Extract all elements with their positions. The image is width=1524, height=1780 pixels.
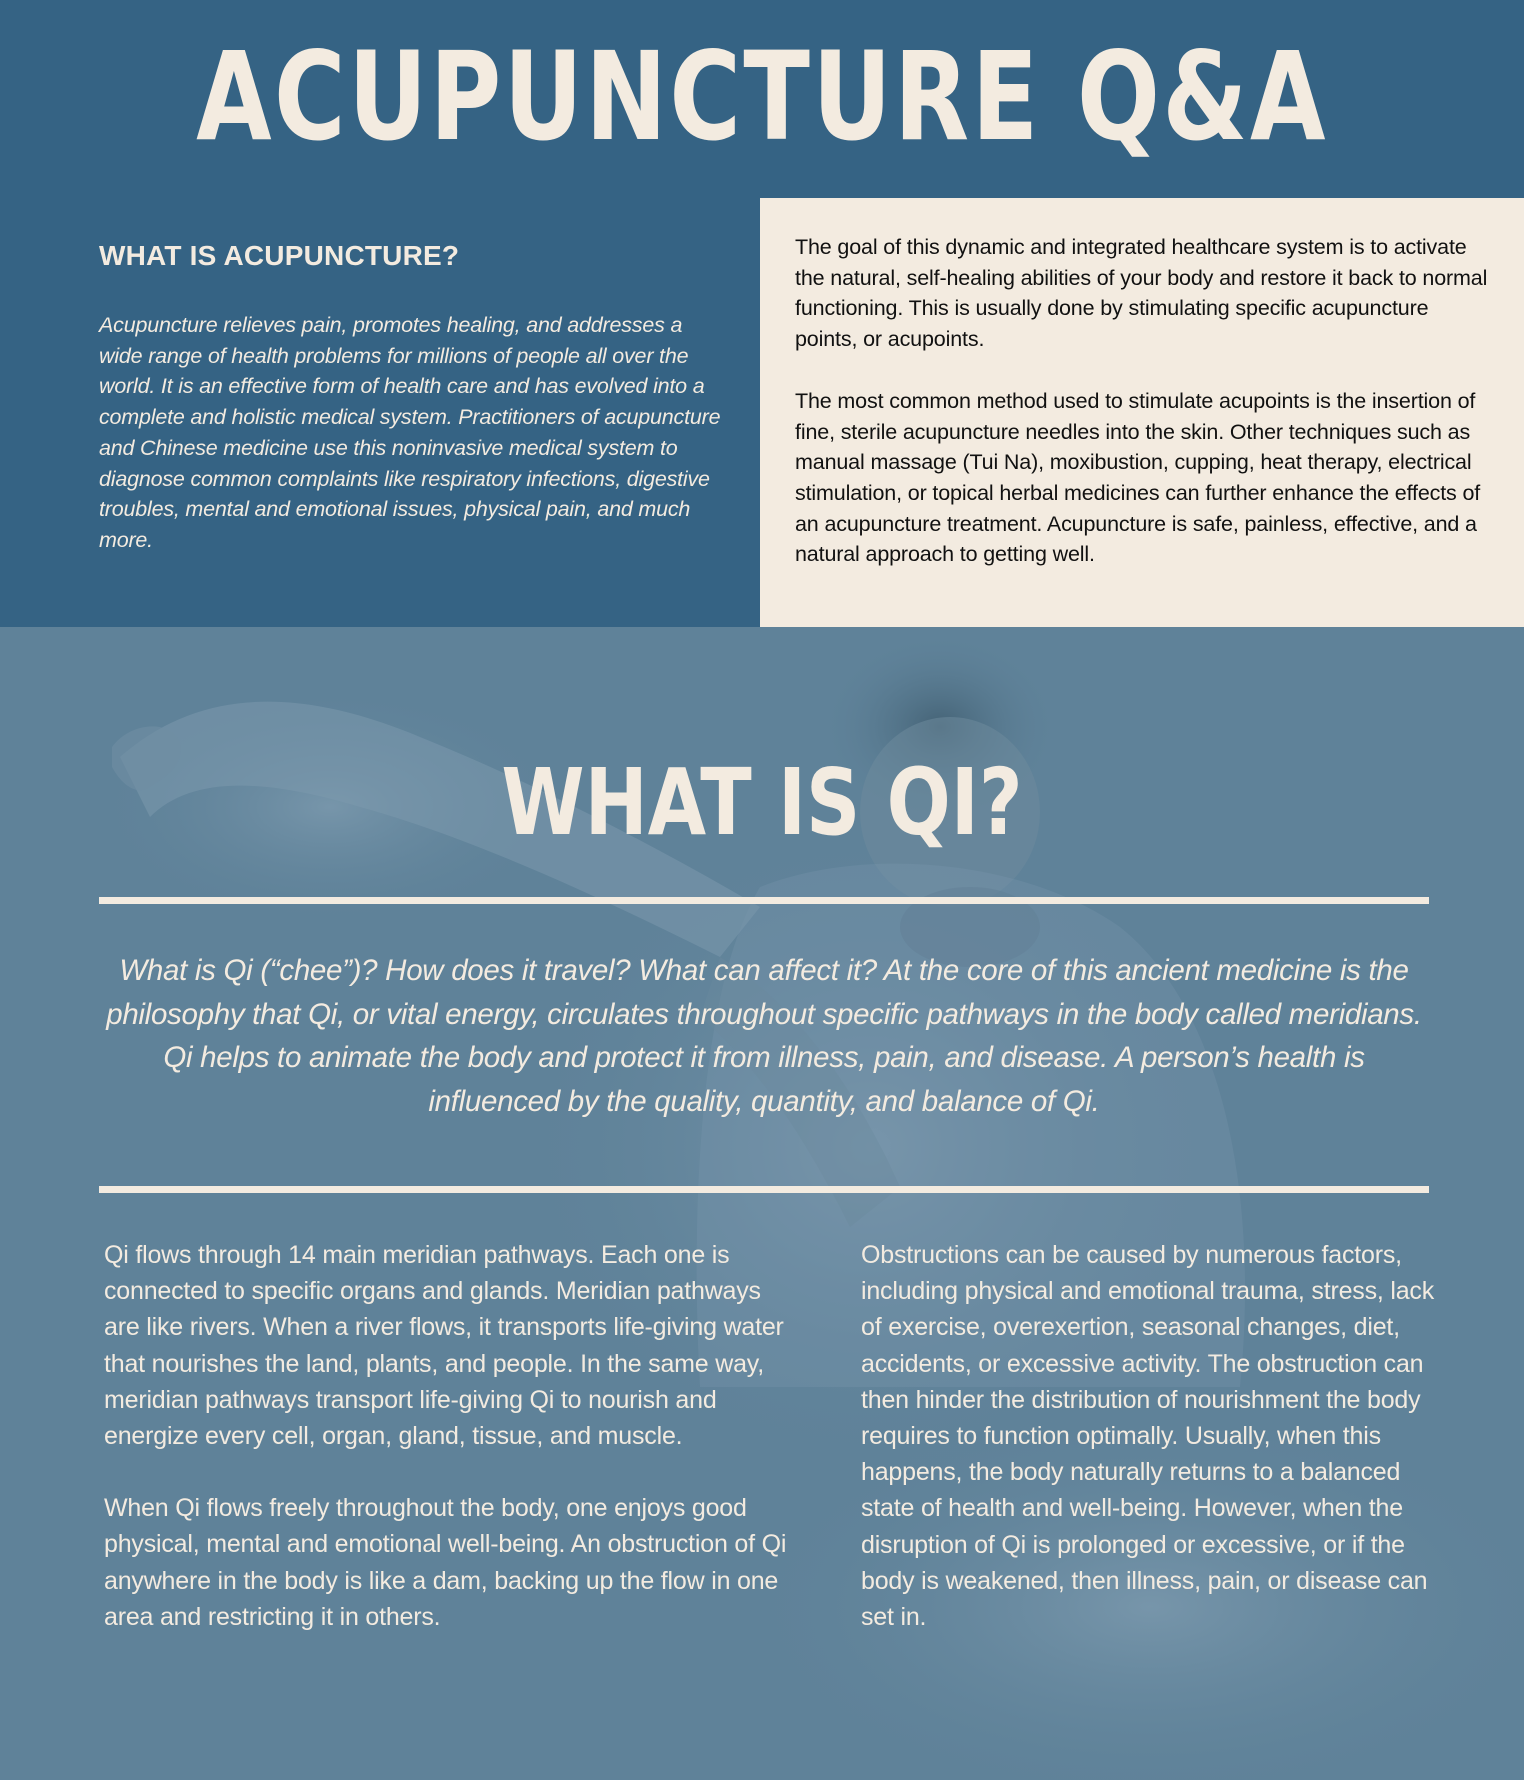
meridian-paragraph: Qi flows through 14 main meridian pathways. Each one is connected to specific organs and glands. Meridian pathways are like rivers. When a river flows, it transports life-giving water that nourishes the land, plants, and people. In the same way, meridian pathways transport life-giving Qi to nourish and energize every cell, organ, gland, tissue, and muscle. xyxy=(104,1241,784,1451)
page-title: ACUPUNCTURE Q&A xyxy=(196,26,1328,168)
free-flow-paragraph: When Qi flows freely throughout the body, one enjoys good physical, mental and emotional well-being. An obstruction of Qi anywhere in the body is like a dam, backing up the flow in one area and restricting it in others. xyxy=(104,1494,787,1631)
section-heading: WHAT IS ACUPUNCTURE? xyxy=(99,240,460,271)
divider-bottom xyxy=(99,1186,1429,1193)
left-column xyxy=(104,1237,794,1635)
qi-intro-paragraph: What is Qi (“chee”)? How does it travel? What can affect it? At the core of this ancient medicine is the philosophy that Qi, or vital energy, circulates throughout specific pathways in the body called meridians. Qi helps to animate the body and protect it from illness, pain, and disease. A person’s health is influenced by the quality, quantity, and balance of Qi. xyxy=(106,954,1422,1118)
what-is-acupuncture-block xyxy=(99,232,729,556)
intro-paragraph: Acupuncture relieves pain, promotes healing, and addresses a wide range of health problems for millions of people all over the world. It is an effective form of health care and has evolved into a complete and holistic medical system. Practitioners of acupuncture and Chinese medicine use this noninvasive medical system to diagnose common complaints like respiratory infections, digestive troubles, mental and emotional issues, physical pain, and much more. xyxy=(99,313,721,552)
info-panel xyxy=(760,198,1524,627)
panel-paragraph-2: The most common method used to stimulate acupoints is the insertion of fine, sterile acupuncture needles into the skin. Other techniques such as manual massage (Tui Na), moxibustion, cupping, heat therapy, electrical stimulation, or topical herbal medicines can further enhance the effects of an acupuncture treatment. Acupuncture is safe, painless, effective, and a natural approach to getting well. xyxy=(795,388,1481,567)
panel-paragraph-1: The goal of this dynamic and integrated healthcare system is to activate the natural, self-healing abilities of your body and restore it back to normal functioning. This is usually done by stimulating specific acupuncture points, or acupoints. xyxy=(795,235,1488,352)
qi-section xyxy=(0,627,1524,1780)
obstructions-paragraph: Obstructions can be caused by numerous factors, including physical and emotional trauma, stress, lack of exercise, overexertion, seasonal changes, diet, accidents, or excessive activity. The obstruction can then hinder the distribution of nourishment the body requires to function optimally. Usually, when this happens, the body naturally returns to a balanced state of health and well-being. However, when the disruption of Qi is prolonged or excessive, or if the body is weakened, then illness, pain, or disease can set in. xyxy=(861,1241,1435,1632)
qi-title: WHAT IS QI? xyxy=(501,749,1023,856)
divider-top xyxy=(99,897,1429,904)
top-section xyxy=(0,0,1524,627)
right-column xyxy=(861,1237,1441,1635)
